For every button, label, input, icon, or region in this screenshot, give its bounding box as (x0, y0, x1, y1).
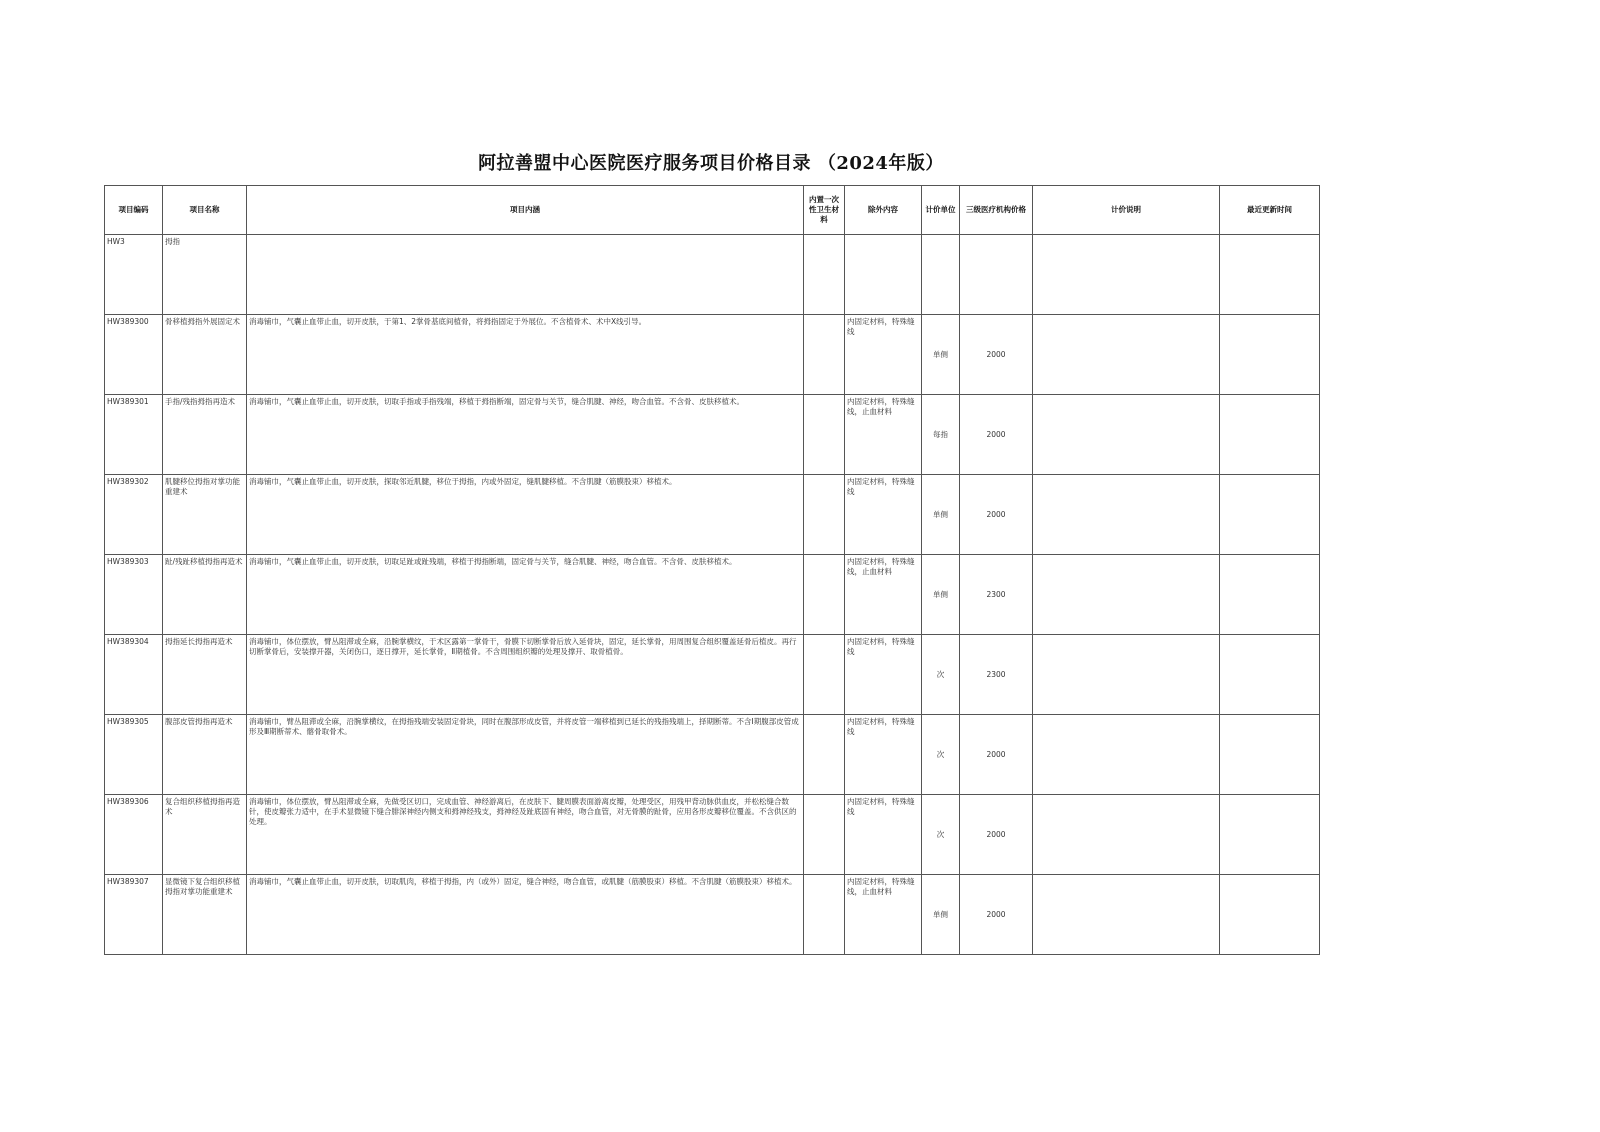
cell-exclude: 内固定材料，特殊缝线，止血材料 (845, 875, 922, 955)
cell-name: 拇指 (163, 235, 247, 315)
cell-note (1033, 715, 1220, 795)
cell-updated (1220, 315, 1320, 395)
cell-note (1033, 795, 1220, 875)
cell-code: HW3 (105, 235, 163, 315)
table-row (105, 555, 1320, 635)
table-body (105, 235, 1320, 955)
cell-updated (1220, 395, 1320, 475)
price-table (104, 185, 1320, 955)
table-row (105, 795, 1320, 875)
cell-content: 消毒铺巾，体位摆放，臂丛阻滞或全麻，沿腕掌横纹，于术区露第一掌骨干，骨膜下切断掌骨后放入延骨块，固定，延长掌骨，用周围复合组织覆盖延骨后植皮。再行切断掌骨后，安装撑开器，关闭伤口，逐日撑开，延长掌骨，Ⅱ期植骨。不含周围组织瓣的处理及撑开、取骨植骨。 (247, 635, 804, 715)
cell-exclude: 内固定材料，特殊缝线 (845, 715, 922, 795)
cell-price: 2000 (960, 875, 1033, 955)
cell-unit (922, 235, 960, 315)
table-row (105, 635, 1320, 715)
cell-name: 复合组织移植拇指再造术 (163, 795, 247, 875)
cell-code: HW389307 (105, 875, 163, 955)
cell-material (804, 795, 845, 875)
cell-exclude (845, 235, 922, 315)
cell-name: 显微镜下复合组织移植拇指对掌功能重建术 (163, 875, 247, 955)
cell-content: 消毒铺巾，气囊止血带止血，切开皮肤，探取邻近肌腱，移位于拇指，内或外固定，缝肌腱移植。不含肌腱（筋膜股束）移植术。 (247, 475, 804, 555)
cell-content: 消毒铺巾，臂丛阻滞或全麻，沿腕掌横纹，在拇指残端安装固定骨块，同时在腹部形成皮管，并将皮管一端移植到已延长的残指残端上，择期断蒂。不含Ⅰ期腹部皮管成形及Ⅲ期断蒂术、髂骨取骨术。 (247, 715, 804, 795)
table-row (105, 475, 1320, 555)
header-price: 三级医疗机构价格 (960, 186, 1033, 235)
cell-note (1033, 635, 1220, 715)
cell-content: 消毒铺巾，气囊止血带止血，切开皮肤，切取手指或手指残端，移植于拇指断端，固定骨与关节，缝合肌腱、神经，吻合血管。不含骨、皮肤移植术。 (247, 395, 804, 475)
header-note: 计价说明 (1033, 186, 1220, 235)
cell-unit: 单侧 (922, 555, 960, 635)
cell-price: 2300 (960, 635, 1033, 715)
cell-exclude: 内固定材料，特殊缝线，止血材料 (845, 395, 922, 475)
header-code: 项目编码 (105, 186, 163, 235)
cell-name: 肌腱移位拇指对掌功能重建术 (163, 475, 247, 555)
cell-unit: 次 (922, 795, 960, 875)
cell-price (960, 235, 1033, 315)
cell-note (1033, 475, 1220, 555)
table-row (105, 235, 1320, 315)
cell-unit: 次 (922, 715, 960, 795)
table-row (105, 875, 1320, 955)
cell-code: HW389302 (105, 475, 163, 555)
cell-updated (1220, 235, 1320, 315)
cell-updated (1220, 875, 1320, 955)
cell-content: 消毒铺巾，体位摆放，臂丛阻滞或全麻，先做受区切口，完成血管、神经游离后，在皮肤下、腱周膜表面游离皮瓣，处理受区，用残甲背动脉供血皮，并松松缝合数针，使皮瓣张力适中，在手术显微镜下缝合腓深神经内侧支和拇神经残支，拇神经及趾底固有神经，吻合血管，对无骨膜的趾骨，应用各形皮瓣移位覆盖。不含供区的处理。 (247, 795, 804, 875)
cell-exclude: 内固定材料，特殊缝线，止血材料 (845, 555, 922, 635)
cell-material (804, 315, 845, 395)
cell-content: 消毒铺巾，气囊止血带止血，切开皮肤，切取足趾或趾残端，移植于拇指断端，固定骨与关节，缝合肌腱、神经，吻合血管。不含骨、皮肤移植术。 (247, 555, 804, 635)
cell-content: 消毒铺巾，气囊止血带止血，切开皮肤，切取肌肉，移植于拇指，内（或外）固定，缝合神经，吻合血管，或肌腱（筋膜股束）移植。不含肌腱（筋膜股束）移植术。 (247, 875, 804, 955)
cell-exclude: 内固定材料，特殊缝线 (845, 635, 922, 715)
page-title: 阿拉善盟中心医院医疗服务项目价格目录 （2024年版） (478, 153, 944, 174)
cell-price: 2300 (960, 555, 1033, 635)
header-name: 项目名称 (163, 186, 247, 235)
header-row (105, 186, 1320, 235)
cell-unit: 次 (922, 635, 960, 715)
cell-code: HW389301 (105, 395, 163, 475)
cell-note (1033, 235, 1220, 315)
cell-code: HW389306 (105, 795, 163, 875)
cell-content (247, 235, 804, 315)
cell-price: 2000 (960, 795, 1033, 875)
cell-material (804, 475, 845, 555)
header-content: 项目内涵 (247, 186, 804, 235)
cell-updated (1220, 635, 1320, 715)
cell-unit: 单侧 (922, 875, 960, 955)
cell-name: 腹部皮管拇指再造术 (163, 715, 247, 795)
cell-unit: 单侧 (922, 475, 960, 555)
table-row (105, 315, 1320, 395)
cell-exclude: 内固定材料，特殊缝线 (845, 475, 922, 555)
cell-price: 2000 (960, 475, 1033, 555)
table-row (105, 395, 1320, 475)
cell-name: 拇指延长拇指再造术 (163, 635, 247, 715)
cell-code: HW389304 (105, 635, 163, 715)
header-unit: 计价单位 (922, 186, 960, 235)
cell-note (1033, 395, 1220, 475)
cell-unit: 每指 (922, 395, 960, 475)
cell-code: HW389305 (105, 715, 163, 795)
cell-code: HW389303 (105, 555, 163, 635)
cell-updated (1220, 795, 1320, 875)
cell-price: 2000 (960, 395, 1033, 475)
cell-price: 2000 (960, 315, 1033, 395)
cell-updated (1220, 555, 1320, 635)
cell-price: 2000 (960, 715, 1033, 795)
header-updated: 最近更新时间 (1220, 186, 1320, 235)
cell-name: 趾/残趾移植拇指再造术 (163, 555, 247, 635)
cell-exclude: 内固定材料，特殊缝线 (845, 795, 922, 875)
cell-note (1033, 555, 1220, 635)
cell-updated (1220, 715, 1320, 795)
cell-note (1033, 875, 1220, 955)
cell-material (804, 875, 845, 955)
cell-name: 手指/残指拇指再造术 (163, 395, 247, 475)
cell-updated (1220, 475, 1320, 555)
header-material: 内置一次性卫生材料 (804, 186, 845, 235)
cell-note (1033, 315, 1220, 395)
header-exclude: 除外内容 (845, 186, 922, 235)
table-row (105, 715, 1320, 795)
cell-material (804, 555, 845, 635)
cell-code: HW389300 (105, 315, 163, 395)
cell-content: 消毒铺巾，气囊止血带止血，切开皮肤，于第1、2掌骨基底间植骨，将拇指固定于外展位。不含植骨术、术中X线引导。 (247, 315, 804, 395)
cell-material (804, 235, 845, 315)
cell-material (804, 715, 845, 795)
cell-exclude: 内固定材料，特殊缝线 (845, 315, 922, 395)
cell-material (804, 395, 845, 475)
cell-name: 骨移植拇指外展固定术 (163, 315, 247, 395)
cell-unit: 单侧 (922, 315, 960, 395)
cell-material (804, 635, 845, 715)
